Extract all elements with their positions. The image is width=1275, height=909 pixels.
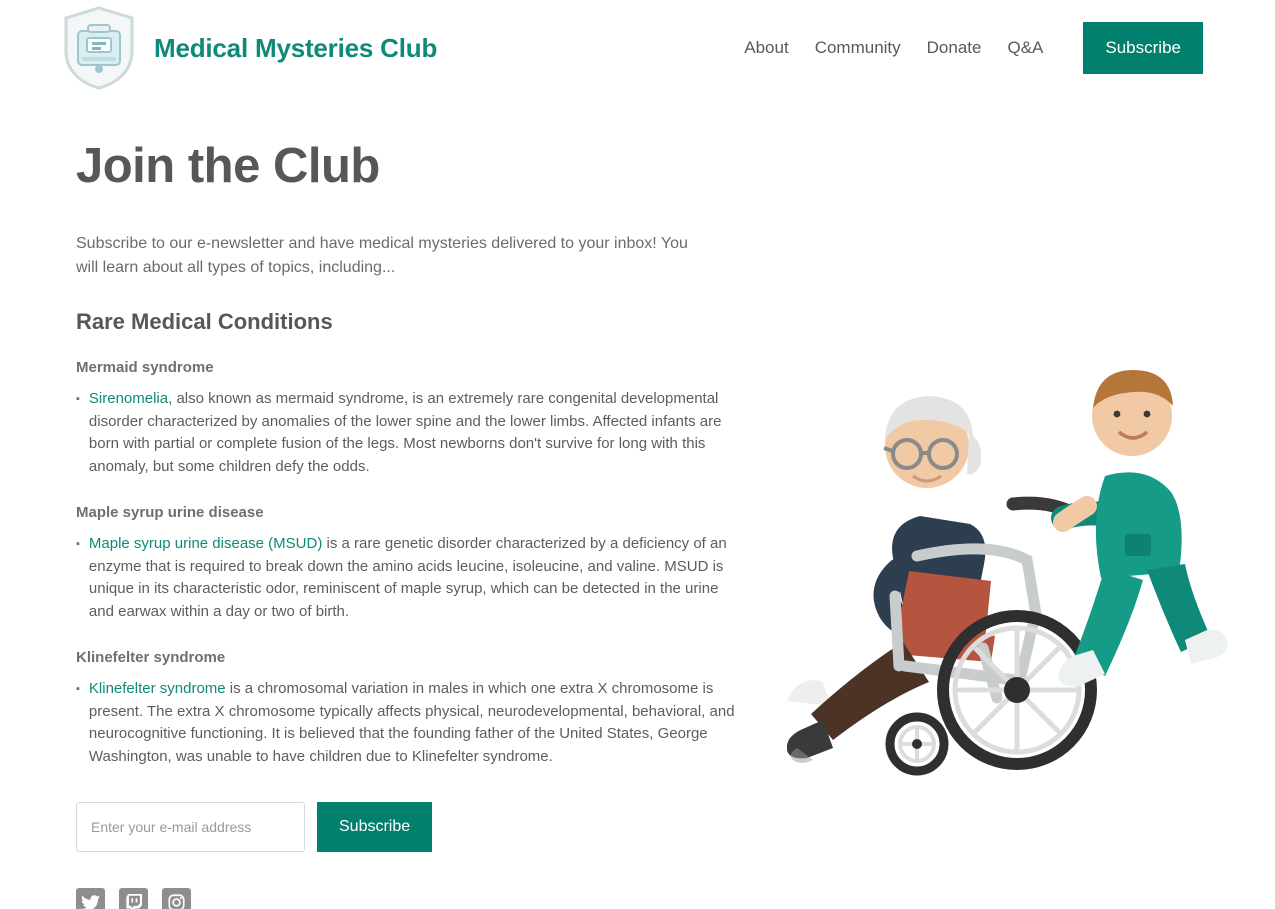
twitch-icon[interactable] [119, 888, 148, 909]
bullet-icon: ▪ [76, 683, 80, 696]
condition-body [89, 388, 736, 478]
condition-title-maple-syrup-urine-disease: Maple syrup urine disease [76, 504, 264, 522]
nav-community[interactable]: Community [814, 38, 901, 57]
header-subscribe-button[interactable]: Subscribe [1083, 22, 1203, 74]
section-heading: Rare Medical Conditions [76, 309, 333, 335]
intro-paragraph: Subscribe to our e-newsletter and have medical mysteries delivered to your inbox! You will learn about all types of topics, including... [76, 235, 688, 276]
bullet-icon: ▪ [76, 393, 80, 406]
list-item [76, 678, 736, 768]
condition-body-text: is a rare genetic disorder characterized by a deficiency of an enzyme that is required to break down the amino acids leucine, isoleucine, and valine. MSUD is unique in its characteristic odor, reminiscent of maple syrup, which can be detected in the urine and earwax within a day or two of birth. [88, 535, 727, 620]
email-field[interactable] [76, 802, 305, 852]
list-item [76, 388, 736, 478]
condition-title-klinefelter-syndrome: Klinefelter syndrome [76, 649, 226, 667]
condition-body [89, 678, 736, 768]
condition-body-text: , also known as mermaid syndrome, is an extremely rare congenital developmental disorder characterized by anomalies of the lower spine and the lower limbs. Affected infants are born with partial or complete fusion of the legs. Most newborns don't survive for long with this anomaly, but some children defy the odds. [88, 390, 722, 475]
twitter-icon[interactable] [76, 888, 105, 909]
medical-shield-logo-icon [60, 5, 138, 91]
main-content [0, 138, 1275, 909]
nurse-pushing-patient-in-wheelchair-illustration [787, 356, 1257, 786]
subscribe-button[interactable]: Subscribe [317, 802, 432, 852]
condition-body [89, 533, 736, 623]
condition-title-mermaid-syndrome: Mermaid syndrome [76, 359, 214, 377]
nav-qa[interactable]: Q&A [1007, 38, 1044, 57]
condition-body-text: is a chromosomal variation in males in which one extra X chromosome is present. The extra X chromosome typically affects physical, neurodevelopmental, behavioral, and neurocognitive functioning. It is believed that the founding father of the United States, George Washington, was unable to have children due to Klinefelter syndrome. [88, 680, 735, 765]
link-maple-syrup-urine-disease[interactable]: Maple syrup urine disease (MSUD) [88, 535, 323, 553]
brand[interactable] [60, 5, 437, 91]
left-column [76, 232, 736, 909]
social-links [76, 888, 736, 909]
brand-title: Medical Mysteries Club [154, 32, 438, 63]
link-klinefelter-syndrome[interactable]: Klinefelter syndrome [88, 680, 226, 698]
list-item [76, 533, 736, 623]
main-nav [744, 22, 1203, 74]
nav-about[interactable]: About [744, 38, 789, 57]
subscribe-form [76, 802, 736, 852]
link-sirenomelia[interactable]: Sirenomelia [88, 390, 169, 408]
site-header [0, 0, 1275, 96]
nav-donate[interactable]: Donate [926, 38, 982, 57]
instagram-icon[interactable] [162, 888, 191, 909]
page-title: Join the Club [76, 139, 380, 193]
bullet-icon: ▪ [76, 538, 80, 551]
